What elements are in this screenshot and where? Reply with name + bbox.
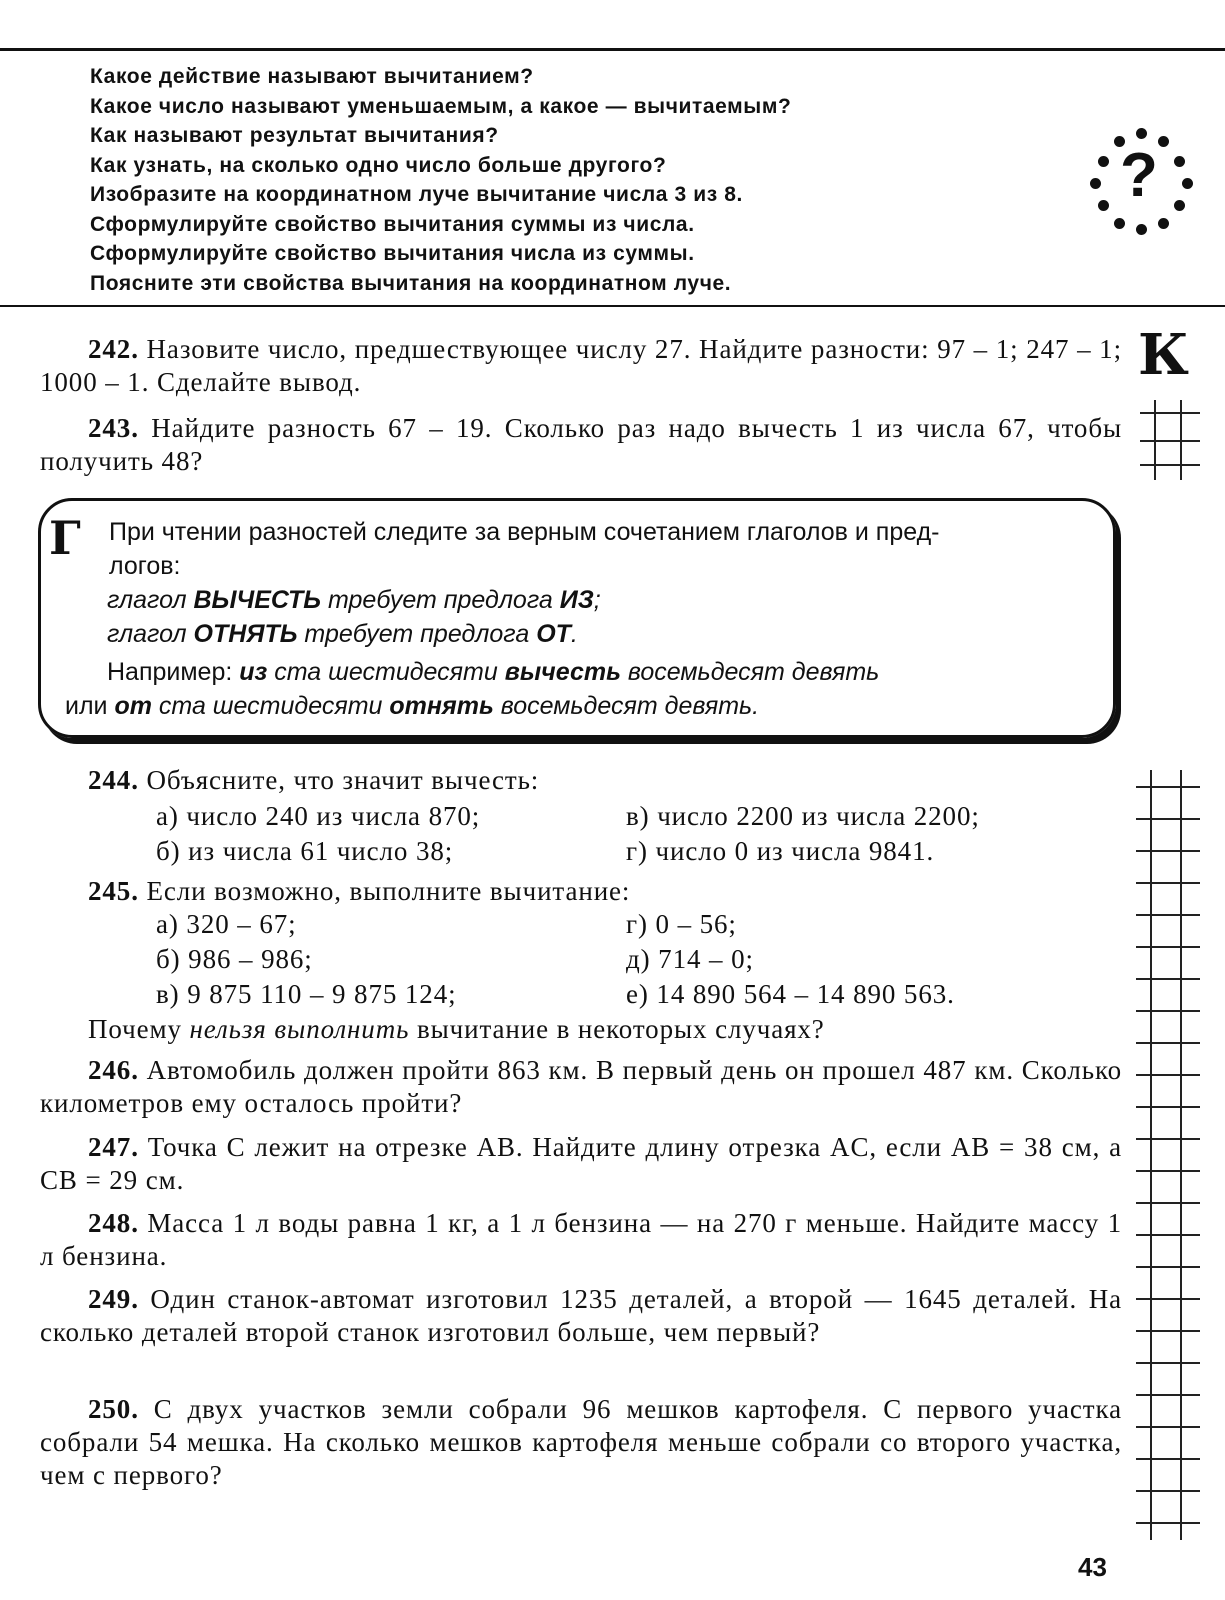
task-247	[40, 1131, 1122, 1197]
task-number: 248.	[88, 1208, 139, 1238]
question-7: Сформулируйте свойство вычитания числа из суммы.	[90, 242, 695, 265]
question-8: Поясните эти свойства вычитания на координатном луче.	[90, 271, 732, 295]
question-6: Сформулируйте свойство вычитания суммы из числа.	[90, 212, 695, 236]
task-number: 245.	[88, 876, 139, 906]
task-246	[40, 1054, 1122, 1120]
task-number: 246.	[88, 1055, 139, 1085]
note-line-2: логов:	[109, 552, 181, 580]
task-245	[40, 875, 1122, 908]
note-line-4: глагол ОТНЯТЬ требует предлога ОТ.	[107, 620, 578, 648]
question-4: Как узнать, на сколько одно число больше другого?	[90, 153, 667, 177]
task-248	[40, 1207, 1122, 1273]
item-g: г) число 0 из числа 9841.	[626, 836, 935, 866]
task-244-items	[156, 801, 1116, 871]
item-d: д) 714 – 0;	[626, 944, 754, 974]
question-3: Как называют результат вычитания?	[90, 124, 499, 147]
task-number: 250.	[88, 1394, 139, 1424]
item-a: а) число 240 из числа 870;	[156, 801, 481, 831]
k-badge-icon: К	[1138, 322, 1189, 388]
note-line-5: Например: из ста шестидесяти вычесть восемьдесят девять	[107, 658, 880, 686]
item-g: г) 0 – 56;	[626, 909, 737, 939]
item-e: е) 14 890 564 – 14 890 563.	[626, 979, 955, 1009]
task-text: Объясните, что значит вычесть:	[138, 765, 540, 795]
task-number: 247.	[88, 1132, 139, 1162]
task-text: Один станок-автомат изготовил 1235 деталей, а второй — 1645 деталей. На сколько деталей второй станок изготовил больше, чем первый?	[40, 1284, 1122, 1347]
task-number: 242.	[88, 334, 139, 364]
item-v: в) 9 875 110 – 9 875 124;	[156, 979, 457, 1009]
item-v: в) число 2200 из числа 2200;	[626, 801, 980, 831]
item-b: б) 986 – 986;	[156, 944, 313, 974]
task-249	[40, 1283, 1122, 1349]
review-questions	[90, 62, 1090, 298]
task-text: Точка C лежит на отрезке AB. Найдите длину отрезка AC, если AB = 38 см, а CB = 29 см.	[40, 1132, 1122, 1195]
item-b: б) из числа 61 число 38;	[156, 836, 454, 866]
task-text: Автомобиль должен пройти 863 км. В первый день он прошел 487 км. Сколько километров ему осталось пройти?	[40, 1055, 1122, 1118]
task-242	[40, 333, 1122, 399]
task-245-question: Почему нельзя выполнить вычитание в некоторых случаях?	[88, 1014, 825, 1044]
section-rule	[0, 305, 1225, 307]
margin-grid-top	[1140, 400, 1200, 480]
task-244	[40, 764, 1122, 797]
task-text: С двух участков земли собрали 96 мешков картофеля. С первого участка собрали 54 мешка. На сколько мешков картофеля меньше собрали со второго участка, чем с первого?	[40, 1394, 1122, 1490]
question-2: Какое число называют уменьшаемым, а какое — вычитаемым?	[90, 94, 792, 118]
top-rule	[0, 48, 1225, 51]
task-text: Найдите разность 67 – 19. Сколько раз надо вычесть 1 из числа 67, чтобы получить 48?	[40, 413, 1122, 476]
question-mark-icon	[1088, 126, 1196, 234]
item-a: а) 320 – 67;	[156, 909, 297, 939]
question-5: Изобразите на координатном луче вычитание числа 3 из 8.	[90, 183, 743, 206]
note-line-3: глагол ВЫЧЕСТЬ требует предлога ИЗ;	[107, 586, 601, 614]
grammar-note-box	[38, 498, 1116, 738]
task-text: Масса 1 л воды равна 1 кг, а 1 л бензина — на 270 г меньше. Найдите массу 1 л бензина.	[40, 1208, 1122, 1271]
note-line-1: При чтении разностей следите за верным сочетанием глаголов и пред-	[109, 518, 940, 546]
margin-grid-right	[1136, 770, 1200, 1540]
note-line-6: или от ста шестидесяти отнять восемьдесят девять.	[65, 692, 760, 720]
task-245-items	[156, 909, 1116, 1014]
task-text: Назовите число, предшествующее числу 27. Найдите разности: 97 – 1; 247 – 1; 1000 – 1. Сделайте вывод.	[40, 334, 1122, 397]
task-250	[40, 1393, 1122, 1492]
page-number: 43	[1078, 1552, 1107, 1582]
question-mark-glyph: ?	[1120, 141, 1158, 210]
task-text: Если возможно, выполните вычитание:	[138, 876, 631, 906]
g-badge-icon: Г	[49, 511, 81, 565]
task-number: 249.	[88, 1284, 139, 1314]
task-number: 244.	[88, 765, 139, 795]
task-243	[40, 412, 1122, 478]
question-1: Какое действие называют вычитанием?	[90, 65, 534, 88]
task-number: 243.	[88, 413, 139, 443]
